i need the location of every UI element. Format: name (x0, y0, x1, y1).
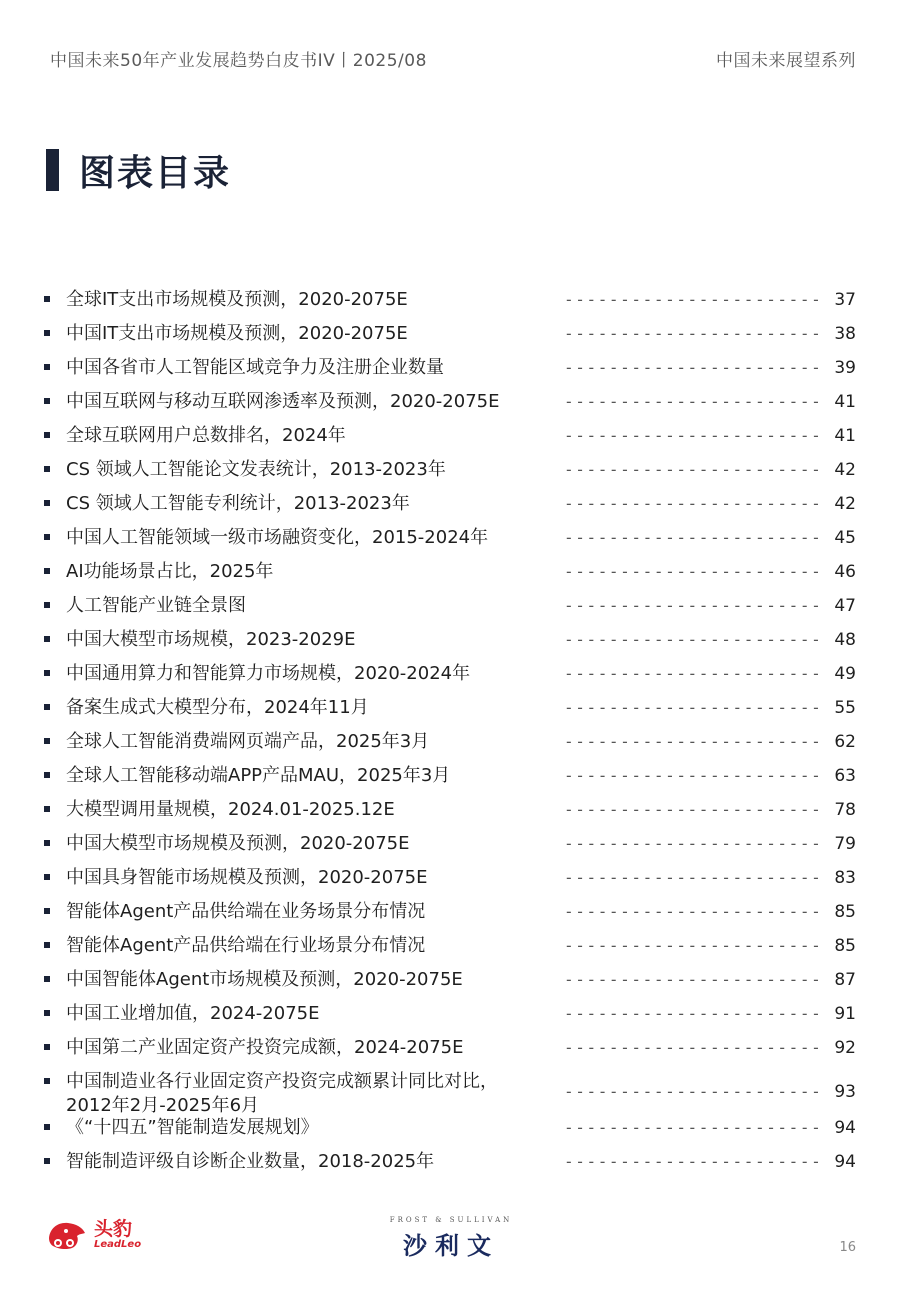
toc-label-line: 大模型调用量规模，2024.01-2025.12E (66, 799, 395, 820)
toc-page-number: 94 (834, 1152, 856, 1172)
toc-page-number: 42 (834, 460, 856, 480)
toc-label (66, 798, 566, 822)
toc-row (44, 488, 862, 522)
toc-row (44, 862, 862, 896)
toc-label-line: 中国各省市人工智能区域竞争力及注册企业数量 (66, 357, 444, 378)
toc-leader-dots: ----------------------- (564, 494, 823, 513)
toc-label-line: 全球互联网用户总数排名，2024年 (66, 425, 346, 446)
page-title: 图表目录 (79, 152, 232, 194)
toc-label (66, 390, 566, 414)
toc-label (66, 492, 566, 516)
bullet-icon (44, 330, 50, 336)
toc-label-line: 中国互联网与移动互联网渗透率及预测，2020-2075E (66, 391, 500, 412)
toc-page-number: 41 (834, 392, 856, 412)
bullet-icon (44, 296, 50, 302)
toc-page-number: 79 (834, 834, 856, 854)
toc-label (66, 1036, 566, 1060)
toc-row (44, 352, 862, 386)
toc-page-number: 91 (834, 1004, 856, 1024)
toc-label (66, 866, 566, 890)
toc-label (66, 696, 566, 720)
bullet-icon (44, 704, 50, 710)
toc-label-line: 智能制造评级自诊断企业数量，2018-2025年 (66, 1151, 435, 1172)
toc-label-line: 全球人工智能移动端APP产品MAU，2025年3月 (66, 765, 451, 786)
leopard-icon (46, 1218, 88, 1252)
frost-sullivan-cn: 沙利文 (403, 1232, 499, 1260)
bullet-icon (44, 840, 50, 846)
toc-row (44, 896, 862, 930)
toc-leader-dots: ----------------------- (564, 664, 823, 683)
toc-label-line: 中国IT支出市场规模及预测，2020-2075E (66, 323, 408, 344)
bullet-icon (44, 772, 50, 778)
toc-label-line: 全球人工智能消费端网页端产品，2025年3月 (66, 731, 430, 752)
toc-page-number: 37 (834, 290, 856, 310)
toc-page-number: 49 (834, 664, 856, 684)
toc-page-number: 83 (834, 868, 856, 888)
toc-label-line: 中国人工智能领域一级市场融资变化，2015-2024年 (66, 527, 489, 548)
bullet-icon (44, 568, 50, 574)
toc-label-line: CS 领域人工智能专利统计，2013-2023年 (66, 493, 410, 514)
toc-label-line: 中国工业增加值，2024-2075E (66, 1003, 320, 1024)
toc-leader-dots: ----------------------- (564, 358, 823, 377)
toc-leader-dots: ----------------------- (564, 1118, 823, 1137)
toc-row (44, 590, 862, 624)
leadleo-cn-name: 头豹 (94, 1218, 133, 1240)
bullet-icon (44, 670, 50, 676)
toc-label (66, 934, 566, 958)
toc-label-line: 2012年2月-2025年6月 (66, 1095, 260, 1116)
toc-label-line: 中国大模型市场规模，2023-2029E (66, 629, 356, 650)
toc-label-line: 中国制造业各行业固定资产投资完成额累计同比对比， (66, 1071, 498, 1092)
toc-page-number: 85 (834, 936, 856, 956)
toc-row (44, 1032, 862, 1066)
section-title-block (46, 148, 231, 192)
toc-label (66, 662, 566, 686)
toc-label (66, 764, 566, 788)
toc-page-number: 41 (834, 426, 856, 446)
toc-leader-dots: ----------------------- (564, 868, 823, 887)
toc-leader-dots: ----------------------- (564, 392, 823, 411)
toc-row (44, 386, 862, 420)
bullet-icon (44, 364, 50, 370)
toc-label (66, 322, 566, 346)
leadleo-logo (46, 1218, 141, 1252)
bullet-icon (44, 738, 50, 744)
toc-page-number: 38 (834, 324, 856, 344)
toc-leader-dots: ----------------------- (564, 698, 823, 717)
toc-label-line: 《“十四五”智能制造发展规划》 (66, 1117, 319, 1138)
toc-leader-dots: ----------------------- (564, 630, 823, 649)
toc-leader-dots: ----------------------- (564, 1038, 823, 1057)
bullet-icon (44, 1010, 50, 1016)
toc-page-number: 94 (834, 1118, 856, 1138)
toc-label (66, 594, 566, 618)
title-accent-bar (46, 149, 59, 191)
frost-sullivan-logo (388, 1216, 514, 1261)
toc-leader-dots: ----------------------- (564, 528, 823, 547)
toc-label-line: 备案生成式大模型分布，2024年11月 (66, 697, 369, 718)
toc-label-line: 中国具身智能市场规模及预测，2020-2075E (66, 867, 428, 888)
toc-leader-dots: ----------------------- (564, 800, 823, 819)
toc-label (66, 968, 566, 992)
toc-row (44, 318, 862, 352)
bullet-icon (44, 1044, 50, 1050)
toc-leader-dots: ----------------------- (564, 732, 823, 751)
toc-page-number: 78 (834, 800, 856, 820)
frost-sullivan-en: FROST & SULLIVAN (389, 1216, 513, 1224)
leadleo-en-name: LeadLeo (94, 1239, 142, 1250)
bullet-icon (44, 1078, 50, 1084)
toc-page-number: 55 (834, 698, 856, 718)
toc-page-number: 85 (834, 902, 856, 922)
bullet-icon (44, 466, 50, 472)
toc-row (44, 1112, 862, 1146)
toc-label (66, 1150, 566, 1174)
toc-row (44, 1146, 862, 1180)
toc-label-line: 全球IT支出市场规模及预测，2020-2075E (66, 289, 408, 310)
toc-row (44, 556, 862, 590)
bullet-icon (44, 398, 50, 404)
toc-page-number: 63 (834, 766, 856, 786)
toc-leader-dots: ----------------------- (564, 1152, 823, 1171)
toc-row (44, 420, 862, 454)
toc-label-line: 中国大模型市场规模及预测，2020-2075E (66, 833, 410, 854)
bullet-icon (44, 534, 50, 540)
bullet-icon (44, 602, 50, 608)
toc-label (66, 900, 566, 924)
toc-leader-dots: ----------------------- (564, 562, 823, 581)
toc-label-line: 中国智能体Agent市场规模及预测，2020-2075E (66, 969, 463, 990)
toc-label-line: 中国第二产业固定资产投资完成额，2024-2075E (66, 1037, 464, 1058)
toc-label-line: 智能体Agent产品供给端在行业场景分布情况 (66, 935, 426, 956)
toc-page-number: 47 (834, 596, 856, 616)
bullet-icon (44, 500, 50, 506)
toc-label (66, 526, 566, 550)
toc-leader-dots: ----------------------- (564, 324, 823, 343)
bullet-icon (44, 806, 50, 812)
toc-row (44, 828, 862, 862)
toc-leader-dots: ----------------------- (564, 426, 823, 445)
toc-leader-dots: ----------------------- (564, 1082, 823, 1101)
toc-row (44, 760, 862, 794)
toc-label-line: 智能体Agent产品供给端在业务场景分布情况 (66, 901, 426, 922)
toc-row (44, 930, 862, 964)
toc-page-number: 39 (834, 358, 856, 378)
toc-page-number: 93 (834, 1082, 856, 1102)
bullet-icon (44, 874, 50, 880)
toc-label-line: CS 领域人工智能论文发表统计，2013-2023年 (66, 459, 446, 480)
toc-label (66, 730, 566, 754)
toc-page-number: 42 (834, 494, 856, 514)
bullet-icon (44, 908, 50, 914)
toc-leader-dots: ----------------------- (564, 596, 823, 615)
toc-label (66, 560, 566, 584)
toc-label (66, 1002, 566, 1026)
toc-leader-dots: ----------------------- (564, 1004, 823, 1023)
bullet-icon (44, 1158, 50, 1164)
toc-leader-dots: ----------------------- (564, 766, 823, 785)
toc-page-number: 62 (834, 732, 856, 752)
bullet-icon (44, 636, 50, 642)
toc-row (44, 964, 862, 998)
toc-label-line: AI功能场景占比，2025年 (66, 561, 274, 582)
toc-label (66, 1116, 566, 1140)
toc-page-number: 46 (834, 562, 856, 582)
toc-row (44, 284, 862, 318)
toc-label (66, 356, 566, 380)
toc-label (66, 424, 566, 448)
toc-leader-dots: ----------------------- (564, 290, 823, 309)
toc-page-number: 48 (834, 630, 856, 650)
toc-page-number: 87 (834, 970, 856, 990)
toc-row (44, 454, 862, 488)
toc-leader-dots: ----------------------- (564, 970, 823, 989)
toc-row (44, 624, 862, 658)
toc-row (44, 692, 862, 726)
bullet-icon (44, 976, 50, 982)
toc-row (44, 522, 862, 556)
toc-row (44, 998, 862, 1032)
toc-label-line: 中国通用算力和智能算力市场规模，2020-2024年 (66, 663, 471, 684)
toc-leader-dots: ----------------------- (564, 936, 823, 955)
bullet-icon (44, 942, 50, 948)
toc-label (66, 832, 566, 856)
toc-leader-dots: ----------------------- (564, 460, 823, 479)
bullet-icon (44, 1124, 50, 1130)
header-series-name: 中国未来展望系列 (716, 51, 856, 71)
header-report-title: 中国未来50年产业发展趋势白皮书IV丨2025/08 (50, 51, 427, 71)
toc-label (66, 628, 566, 652)
toc-row (44, 1066, 862, 1116)
toc-page-number: 92 (834, 1038, 856, 1058)
toc-row (44, 794, 862, 828)
toc-page-number: 45 (834, 528, 856, 548)
toc-row (44, 726, 862, 760)
toc-label-line: 人工智能产业链全景图 (66, 595, 246, 616)
toc-leader-dots: ----------------------- (564, 902, 823, 921)
bullet-icon (44, 432, 50, 438)
toc-leader-dots: ----------------------- (564, 834, 823, 853)
toc-label (66, 458, 566, 482)
toc-label (66, 1070, 566, 1118)
toc-row (44, 658, 862, 692)
toc-label (66, 288, 566, 312)
page-number: 16 (839, 1240, 856, 1255)
